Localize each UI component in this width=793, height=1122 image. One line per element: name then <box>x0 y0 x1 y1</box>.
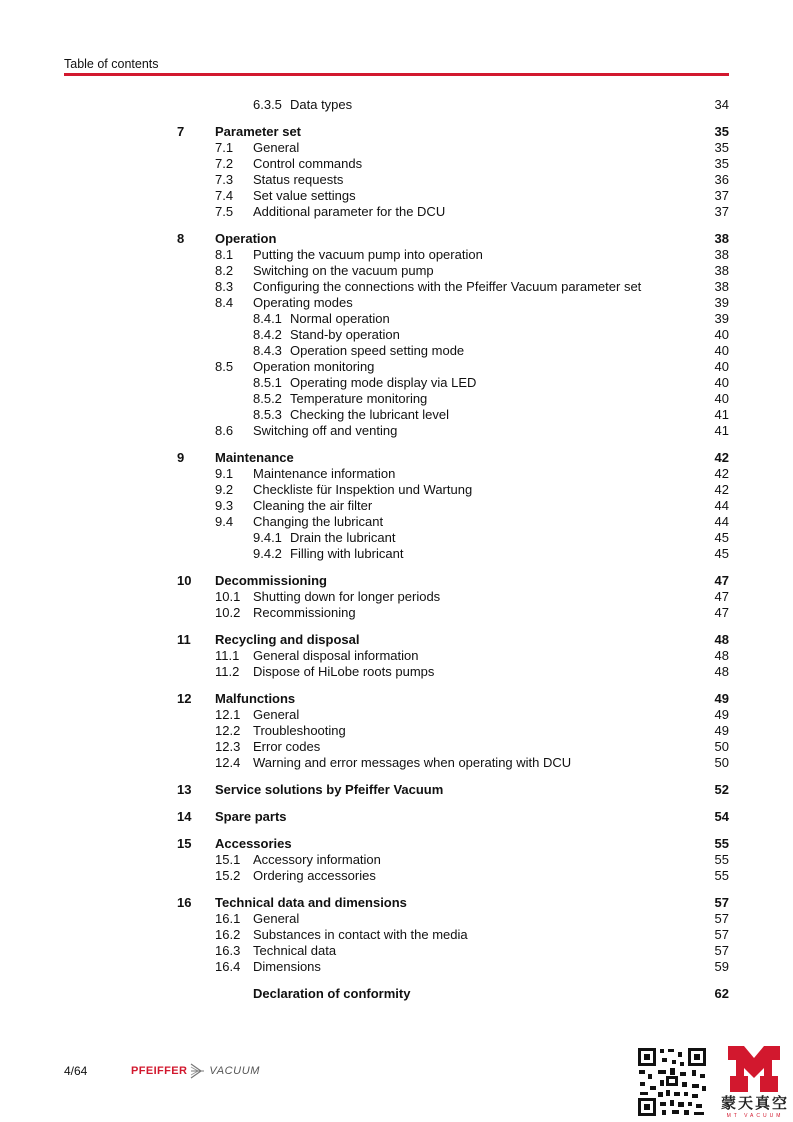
brand-main-text: PFEIFFER <box>131 1065 188 1077</box>
toc-spacer <box>0 220 793 231</box>
toc-entry-title: Checking the lubricant level <box>290 407 449 422</box>
toc-entry-number: 8.5.3 <box>253 407 282 422</box>
toc-entry-page: 35 <box>714 140 729 155</box>
toc-entry-page: 62 <box>714 986 729 1001</box>
toc-entry-sec[interactable] <box>0 247 793 263</box>
toc-entry-page: 52 <box>714 782 729 797</box>
toc-entry-number: 8.4.3 <box>253 343 282 358</box>
toc-entry-page: 57 <box>714 895 729 910</box>
toc-entry-chapter[interactable] <box>0 231 793 247</box>
toc-entry-number: 9.3 <box>215 498 234 513</box>
toc-entry-title: Data types <box>290 97 353 112</box>
toc-entry-title: Parameter set <box>215 124 301 139</box>
toc-entry-sec[interactable] <box>0 911 793 927</box>
toc-entry-number: 12.4 <box>215 755 241 770</box>
toc-entry-page: 38 <box>714 279 729 294</box>
toc-entry-chapter[interactable] <box>0 986 793 1002</box>
toc-entry-chapter[interactable] <box>0 632 793 648</box>
toc-entry-page: 57 <box>714 927 729 942</box>
toc-entry-page: 39 <box>714 295 729 310</box>
toc-entry-sec[interactable] <box>0 140 793 156</box>
toc-entry-title: Filling with lubricant <box>290 546 404 561</box>
toc-entry-sec[interactable] <box>0 482 793 498</box>
toc-entry-number: 8.5 <box>215 359 234 374</box>
toc-entry-title: Dimensions <box>253 959 321 974</box>
toc-entry-title: Ordering accessories <box>253 868 376 883</box>
toc-entry-chapter[interactable] <box>0 124 793 140</box>
mt-vacuum-chinese-name: 蒙天真空 <box>720 1095 789 1112</box>
toc-entry-number: 12.2 <box>215 723 241 738</box>
toc-entry-page: 41 <box>714 407 729 422</box>
brand-sub-text: VACUUM <box>209 1065 261 1077</box>
toc-entry-page: 39 <box>714 311 729 326</box>
toc-entry-title: Maintenance <box>215 450 294 465</box>
toc-entry-sec[interactable] <box>0 263 793 279</box>
toc-entry-title: General <box>253 707 300 722</box>
toc-entry-title: Troubleshooting <box>253 723 346 738</box>
toc-entry-chapter[interactable] <box>0 691 793 707</box>
toc-entry-title: Normal operation <box>290 311 390 326</box>
toc-entry-number: 8.4.2 <box>253 327 282 342</box>
toc-entry-sec[interactable] <box>0 589 793 605</box>
toc-entry-title: Changing the lubricant <box>253 514 384 529</box>
toc-entry-sec[interactable] <box>0 295 793 311</box>
toc-entry-chapter[interactable] <box>0 836 793 852</box>
toc-spacer <box>0 771 793 782</box>
toc-entry-page: 44 <box>714 514 729 529</box>
toc-entry-title: Additional parameter for the DCU <box>253 204 446 219</box>
toc-entry-sec[interactable] <box>0 648 793 664</box>
toc-entry-page: 40 <box>714 343 729 358</box>
toc-entry-page: 37 <box>714 204 729 219</box>
toc-entry-title: Substances in contact with the media <box>253 927 468 942</box>
toc-entry-title: Malfunctions <box>215 691 296 706</box>
toc-entry-number: 12.1 <box>215 707 241 722</box>
toc-entry-sub[interactable] <box>0 375 793 391</box>
toc-entry-page: 57 <box>714 911 729 926</box>
toc-entry-page: 42 <box>714 482 729 497</box>
toc-entry-page: 57 <box>714 943 729 958</box>
toc-entry-page: 47 <box>714 605 729 620</box>
toc-entry-title: Configuring the connections with the Pfeiffer Vacuum parameter set <box>253 279 642 294</box>
toc-entry-sec[interactable] <box>0 466 793 482</box>
toc-entry-number: 7.4 <box>215 188 234 203</box>
toc-entry-page: 41 <box>714 423 729 438</box>
toc-entry-title: Putting the vacuum pump into operation <box>253 247 483 262</box>
toc-entry-page: 42 <box>714 466 729 481</box>
toc-entry-page: 36 <box>714 172 729 187</box>
toc-entry-page: 45 <box>714 530 729 545</box>
toc-entry-page: 38 <box>714 263 729 278</box>
toc-entry-number: 7.1 <box>215 140 234 155</box>
toc-entry-number: 6.3.5 <box>253 97 282 112</box>
toc-entry-number: 16.3 <box>215 943 241 958</box>
toc-entry-title: Operation speed setting mode <box>290 343 465 358</box>
toc-entry-sec[interactable] <box>0 279 793 295</box>
toc-entry-sub[interactable] <box>0 530 793 546</box>
toc-entry-number: 9.1 <box>215 466 234 481</box>
toc-spacer <box>0 825 793 836</box>
toc-entry-page: 55 <box>714 868 729 883</box>
mt-vacuum-english-name: MT VACUUM <box>726 1113 784 1119</box>
toc-entry-sec[interactable] <box>0 514 793 530</box>
toc-entry-number: 9.4.1 <box>253 530 282 545</box>
toc-entry-sec[interactable] <box>0 959 793 975</box>
toc-spacer <box>0 680 793 691</box>
toc-entry-page: 55 <box>714 836 729 851</box>
toc-entry-number: 7.2 <box>215 156 234 171</box>
toc-entry-number: 12 <box>177 691 192 706</box>
pfeiffer-chevron-icon <box>189 1062 207 1080</box>
toc-entry-title: General <box>253 140 300 155</box>
toc-entry-number: 10 <box>177 573 192 588</box>
toc-entry-sec[interactable] <box>0 156 793 172</box>
toc-spacer <box>0 884 793 895</box>
header-rule <box>64 73 729 76</box>
toc-entry-page: 37 <box>714 188 729 203</box>
toc-entry-title: General disposal information <box>253 648 419 663</box>
toc-entry-sec[interactable] <box>0 852 793 868</box>
toc-entry-page: 40 <box>714 359 729 374</box>
toc-entry-title: Operating modes <box>253 295 353 310</box>
toc-entry-title: Temperature monitoring <box>290 391 428 406</box>
page-header-title: Table of contents <box>64 57 159 71</box>
toc-entry-title: Control commands <box>253 156 363 171</box>
toc-entry-page: 49 <box>714 707 729 722</box>
page-number: 4/64 <box>64 1064 88 1078</box>
toc-entry-number: 9.4 <box>215 514 234 529</box>
toc-entry-title: Decommissioning <box>215 573 327 588</box>
toc-entry-sub[interactable] <box>0 97 793 113</box>
table-of-contents <box>0 97 793 1002</box>
toc-entry-page: 40 <box>714 327 729 342</box>
toc-entry-title: Cleaning the air filter <box>253 498 373 513</box>
toc-entry-title: Accessory information <box>253 852 381 867</box>
toc-entry-title: Checkliste für Inspektion und Wartung <box>253 482 473 497</box>
toc-entry-title: Spare parts <box>215 809 287 824</box>
toc-entry-number: 15.2 <box>215 868 241 883</box>
toc-entry-sec[interactable] <box>0 927 793 943</box>
toc-entry-page: 50 <box>714 739 729 754</box>
toc-entry-sec[interactable] <box>0 868 793 884</box>
toc-spacer <box>0 562 793 573</box>
toc-entry-page: 59 <box>714 959 729 974</box>
toc-entry-page: 48 <box>714 648 729 663</box>
toc-entry-page: 35 <box>714 156 729 171</box>
mt-vacuum-logo-icon <box>728 1046 780 1092</box>
toc-entry-page: 34 <box>714 97 729 112</box>
toc-entry-title: Recycling and disposal <box>215 632 360 647</box>
toc-entry-sec[interactable] <box>0 498 793 514</box>
toc-entry-number: 12.3 <box>215 739 241 754</box>
toc-entry-page: 35 <box>714 124 729 139</box>
toc-entry-page: 54 <box>714 809 729 824</box>
toc-entry-chapter[interactable] <box>0 809 793 825</box>
toc-entry-chapter[interactable] <box>0 450 793 466</box>
toc-entry-sub[interactable] <box>0 327 793 343</box>
toc-entry-title: Switching off and venting <box>253 423 398 438</box>
toc-entry-number: 8.5.2 <box>253 391 282 406</box>
toc-entry-number: 11 <box>177 632 191 647</box>
toc-entry-title: Operating mode display via LED <box>290 375 477 390</box>
toc-entry-number: 8.2 <box>215 263 234 278</box>
toc-entry-title: Declaration of conformity <box>253 986 411 1001</box>
toc-entry-title: Shutting down for longer periods <box>253 589 441 604</box>
toc-entry-number: 16.4 <box>215 959 241 974</box>
toc-entry-page: 40 <box>714 391 729 406</box>
toc-entry-page: 42 <box>714 450 729 465</box>
toc-entry-sec[interactable] <box>0 359 793 375</box>
qr-code-icon <box>636 1046 708 1118</box>
toc-entry-sec[interactable] <box>0 664 793 680</box>
toc-entry-sec[interactable] <box>0 755 793 771</box>
toc-entry-title: Dispose of HiLobe roots pumps <box>253 664 435 679</box>
toc-entry-sec[interactable] <box>0 188 793 204</box>
toc-entry-page: 49 <box>714 691 729 706</box>
toc-entry-page: 38 <box>714 247 729 262</box>
toc-entry-title: Technical data <box>253 943 337 958</box>
toc-entry-number: 16.1 <box>215 911 241 926</box>
toc-entry-number: 15.1 <box>215 852 241 867</box>
toc-entry-number: 8.4 <box>215 295 234 310</box>
pfeiffer-vacuum-logo <box>131 1061 260 1081</box>
toc-entry-title: Status requests <box>253 172 344 187</box>
toc-entry-sec[interactable] <box>0 423 793 439</box>
toc-entry-number: 7.5 <box>215 204 234 219</box>
toc-entry-number: 13 <box>177 782 192 797</box>
toc-entry-title: Service solutions by Pfeiffer Vacuum <box>215 782 444 797</box>
toc-entry-page: 55 <box>714 852 729 867</box>
toc-entry-page: 47 <box>714 573 729 588</box>
toc-entry-sub[interactable] <box>0 391 793 407</box>
toc-entry-page: 47 <box>714 589 729 604</box>
toc-entry-page: 49 <box>714 723 729 738</box>
toc-entry-chapter[interactable] <box>0 573 793 589</box>
toc-entry-sec[interactable] <box>0 707 793 723</box>
toc-entry-sub[interactable] <box>0 343 793 359</box>
toc-entry-page: 44 <box>714 498 729 513</box>
toc-entry-number: 8.5.1 <box>253 375 282 390</box>
toc-entry-number: 8.4.1 <box>253 311 282 326</box>
toc-entry-number: 10.2 <box>215 605 241 620</box>
toc-entry-sec[interactable] <box>0 172 793 188</box>
toc-spacer <box>0 975 793 986</box>
toc-entry-sub[interactable] <box>0 407 793 423</box>
toc-entry-chapter[interactable] <box>0 782 793 798</box>
toc-entry-title: Switching on the vacuum pump <box>253 263 434 278</box>
toc-spacer <box>0 113 793 124</box>
toc-entry-page: 48 <box>714 632 729 647</box>
toc-entry-title: Operation monitoring <box>253 359 375 374</box>
toc-entry-title: Operation <box>215 231 277 246</box>
toc-entry-number: 14 <box>177 809 192 824</box>
toc-entry-title: Error codes <box>253 739 321 754</box>
toc-entry-title: Set value settings <box>253 188 356 203</box>
toc-entry-sub[interactable] <box>0 546 793 562</box>
toc-entry-number: 11.2 <box>215 664 240 679</box>
toc-entry-title: Drain the lubricant <box>290 530 396 545</box>
toc-entry-number: 8 <box>177 231 185 246</box>
toc-entry-number: 16 <box>177 895 192 910</box>
toc-entry-number: 9.2 <box>215 482 234 497</box>
toc-entry-number: 7.3 <box>215 172 234 187</box>
toc-entry-sec[interactable] <box>0 943 793 959</box>
toc-entry-number: 8.1 <box>215 247 234 262</box>
toc-entry-title: Technical data and dimensions <box>215 895 407 910</box>
toc-entry-sec[interactable] <box>0 723 793 739</box>
toc-entry-page: 40 <box>714 375 729 390</box>
toc-entry-number: 11.1 <box>215 648 240 663</box>
toc-entry-page: 45 <box>714 546 729 561</box>
toc-entry-title: Accessories <box>215 836 292 851</box>
toc-entry-title: Maintenance information <box>253 466 396 481</box>
toc-entry-chapter[interactable] <box>0 895 793 911</box>
toc-entry-sub[interactable] <box>0 311 793 327</box>
toc-entry-sec[interactable] <box>0 204 793 220</box>
toc-entry-number: 9 <box>177 450 185 465</box>
toc-spacer <box>0 621 793 632</box>
toc-entry-number: 8.3 <box>215 279 234 294</box>
toc-spacer <box>0 439 793 450</box>
toc-entry-page: 50 <box>714 755 729 770</box>
toc-entry-number: 15 <box>177 836 192 851</box>
toc-entry-title: Recommissioning <box>253 605 356 620</box>
toc-entry-sec[interactable] <box>0 739 793 755</box>
toc-entry-title: General <box>253 911 300 926</box>
toc-entry-number: 9.4.2 <box>253 546 282 561</box>
toc-spacer <box>0 798 793 809</box>
toc-entry-number: 7 <box>177 124 185 139</box>
toc-entry-page: 38 <box>714 231 729 246</box>
toc-entry-title: Stand-by operation <box>290 327 400 342</box>
toc-entry-page: 48 <box>714 664 729 679</box>
toc-entry-number: 16.2 <box>215 927 241 942</box>
toc-entry-sec[interactable] <box>0 605 793 621</box>
toc-entry-number: 8.6 <box>215 423 234 438</box>
toc-entry-number: 10.1 <box>215 589 241 604</box>
toc-entry-title: Warning and error messages when operating with DCU <box>253 755 572 770</box>
